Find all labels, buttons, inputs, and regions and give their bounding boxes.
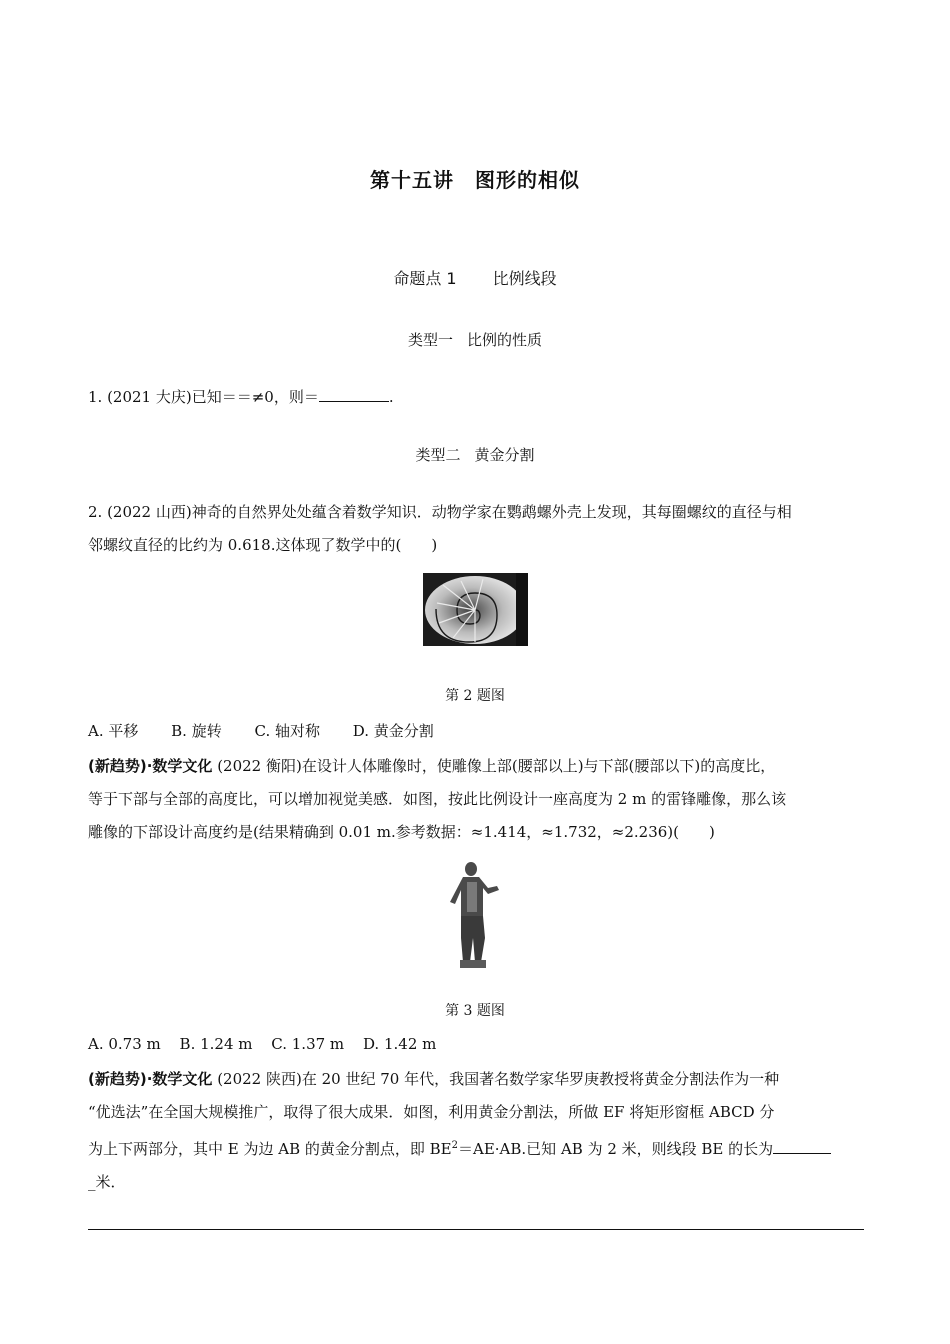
question-3-options bbox=[88, 1035, 450, 1053]
type2-heading bbox=[0, 444, 950, 465]
nautilus-shell-icon bbox=[423, 573, 528, 646]
question-1: 1. (2021 大庆)已知＝＝≠0，则＝ . bbox=[88, 388, 394, 406]
type2-label: 类型二 bbox=[415, 446, 461, 464]
page-title: 第十五讲 图形的相似 bbox=[370, 168, 580, 192]
q2-option-a[interactable]: A. 平移 bbox=[88, 722, 139, 740]
q3-option-b[interactable]: B. 1.24 m bbox=[179, 1035, 253, 1053]
section-label: 命题点 1 bbox=[393, 269, 457, 288]
q4-line4: _米． bbox=[88, 1173, 126, 1191]
section-heading bbox=[0, 266, 950, 289]
q1-text: 1. (2021 大庆)已知＝＝≠0，则＝ bbox=[88, 388, 319, 406]
q2-option-c[interactable]: C. 轴对称 bbox=[254, 722, 320, 740]
q3-option-a[interactable]: A. 0.73 m bbox=[88, 1035, 161, 1053]
q2-line1: 2. (2022 山西)神奇的自然界处处蕴含着数学知识．动物学家在鹦鹉螺外壳上发现，其每圈螺纹的直径与相 bbox=[88, 503, 792, 521]
footer-rule bbox=[88, 1229, 864, 1230]
figure-3-caption: 第 3 题图 bbox=[445, 1003, 505, 1019]
q2-line2: 邻螺纹直径的比约为 0.618.这体现了数学中的( ) bbox=[88, 536, 438, 554]
q3-line1: (2022 衡阳)在设计人体雕像时，使雕像上部(腰部以上)与下部(腰部以下)的高度比， bbox=[212, 757, 776, 775]
type1-label: 类型一 bbox=[407, 331, 453, 349]
q4-line3b: ＝AE·AB.已知 AB 为 2 米，则线段 BE 的长为 bbox=[458, 1140, 774, 1158]
q3-option-c[interactable]: C. 1.37 m bbox=[271, 1035, 345, 1053]
type2-name: 黄金分割 bbox=[474, 446, 535, 464]
section-name: 比例线段 bbox=[492, 269, 557, 288]
question-2 bbox=[88, 496, 864, 562]
q3-line3: 雕像的下部设计高度约是(结果精确到 0.01 m.参考数据：≈1.414，≈1.732，≈2.236)( ) bbox=[88, 823, 715, 841]
q3-line2: 等于下部与全部的高度比，可以增加视觉美感．如图，按此比例设计一座高度为 2 m 的雷锋雕像，那么该 bbox=[88, 790, 787, 808]
q3-tag: (新趋势)·数学文化 bbox=[88, 757, 213, 775]
answer-blank-4[interactable] bbox=[773, 1139, 831, 1154]
statue-image bbox=[447, 860, 502, 970]
q2-option-b[interactable]: B. 旋转 bbox=[171, 722, 222, 740]
q4-line2: “优选法”在全国大规模推广，取得了很大成果．如图，利用黄金分割法，所做 EF 将矩形窗框 ABCD 分 bbox=[88, 1103, 775, 1121]
question-4: (新趋势)·数学文化 (2022 陕西)在 20 世纪 70 年代，我国著名数学家华罗庚教授将黄金分割法作为一种 “优选法”在全国大规模推广，取得了很大成果．如图，利用黄金分割法，所做 EF 将矩形窗框 ABCD 分 为上下两部分，其中 E 为边 AB 的黄金分割点，即 $BE^2=AE\cdot AB$.已知 AB 为 2 米，则线段 BE 的长为 _米． bbox=[88, 1063, 864, 1199]
type1-heading bbox=[0, 329, 950, 350]
q4-line1: (2022 陕西)在 20 世纪 70 年代，我国著名数学家华罗庚教授将黄金分割法作为一种 bbox=[212, 1070, 780, 1088]
nautilus-shell-image bbox=[423, 573, 528, 646]
q4-tag: (新趋势)·数学文化 bbox=[88, 1070, 213, 1088]
q3-option-d[interactable]: D. 1.42 m bbox=[362, 1035, 437, 1053]
type1-name: 比例的性质 bbox=[467, 331, 543, 349]
q2-option-d[interactable]: D. 黄金分割 bbox=[352, 722, 434, 740]
question-3 bbox=[88, 750, 864, 849]
statue-icon bbox=[447, 860, 502, 970]
question-2-options bbox=[88, 720, 462, 741]
q4-line3a: 为上下两部分，其中 E 为边 AB 的黄金分割点，即 BE bbox=[88, 1140, 452, 1158]
answer-blank[interactable] bbox=[319, 387, 389, 402]
figure-2-caption: 第 2 题图 bbox=[445, 688, 505, 704]
